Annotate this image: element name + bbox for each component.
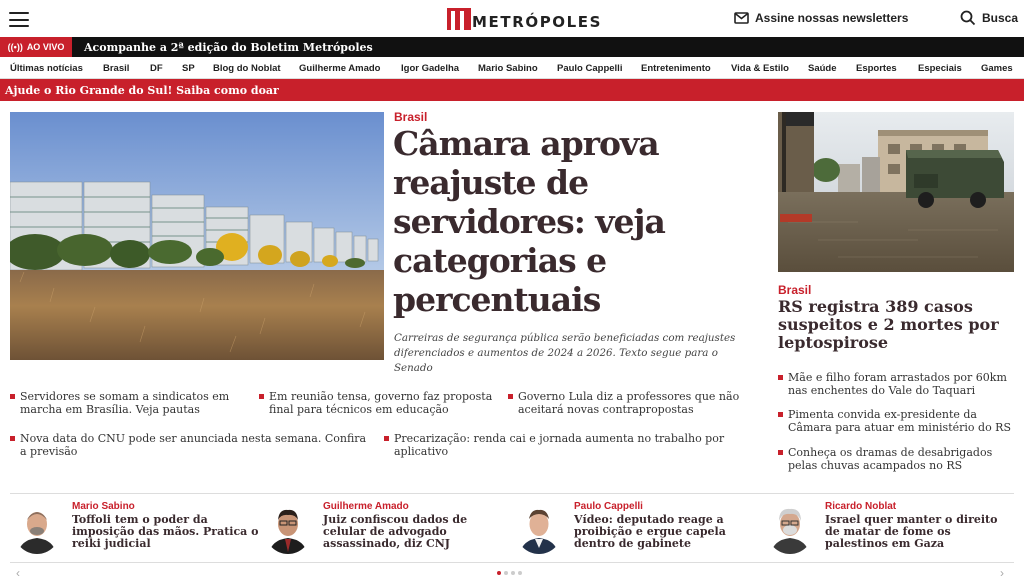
nav-item-especiais[interactable]: Especiais <box>918 63 962 74</box>
site-logo[interactable] <box>447 7 602 31</box>
nav-item-blog-do-noblat[interactable]: Blog do Noblat <box>213 63 281 74</box>
live-text[interactable]: Acompanhe a 2ª edição do Boletim Metrópoles <box>84 40 373 54</box>
newsletter-link[interactable] <box>734 11 908 25</box>
envelope-icon <box>734 12 749 24</box>
carousel-dot[interactable] <box>518 571 522 575</box>
live-bar[interactable] <box>0 37 1024 57</box>
carousel-dot[interactable] <box>497 571 501 575</box>
columnist-name: Guilherme Amado <box>323 501 409 512</box>
hero-related-link[interactable]: Nova data do CNU pode ser anunciada nesta semana. Confira a previsão <box>10 432 375 458</box>
search-button[interactable] <box>960 10 1018 26</box>
logo-mark-icon <box>447 8 471 30</box>
live-badge-label: AO VIVO <box>26 42 65 52</box>
nav-item-brasil[interactable]: Brasil <box>103 63 130 74</box>
carousel-next-icon[interactable]: › <box>1000 566 1004 576</box>
hero-image[interactable] <box>10 112 384 360</box>
alert-text[interactable]: Ajude o Rio Grande do Sul! Saiba como doar <box>5 83 279 97</box>
columnist-card[interactable] <box>763 494 1014 564</box>
carousel-dot[interactable] <box>504 571 508 575</box>
carousel-dot[interactable] <box>511 571 515 575</box>
nav-item-vida-estilo[interactable]: Vida & Estilo <box>731 63 789 74</box>
avatar <box>516 504 562 554</box>
nav-item-sp[interactable]: SP <box>182 63 195 74</box>
nav-item-ultimas-noticias[interactable]: Últimas notícias <box>10 63 83 74</box>
columnist-name: Ricardo Noblat <box>825 501 897 512</box>
hamburger-menu-icon[interactable] <box>9 12 29 27</box>
main-nav <box>0 57 1024 79</box>
side-story-headline[interactable]: RS registra 389 casos suspeitos e 2 mortes por leptospirose <box>778 297 999 352</box>
columnist-headline[interactable]: Israel quer manter o direito de matar de fome os palestinos em Gaza <box>825 513 998 550</box>
hero-related-link[interactable]: Em reunião tensa, governo faz proposta final para técnicos em educação <box>259 390 499 416</box>
hero-related-link[interactable]: Servidores se somam a sindicatos em marcha em Brasília. Veja pautas <box>10 390 245 416</box>
nav-item-igor-gadelha[interactable]: Igor Gadelha <box>401 63 460 74</box>
hero-related-link[interactable]: Precarização: renda cai e jornada aumenta no trabalho por aplicativo <box>384 432 744 458</box>
newsletter-label: Assine nossas newsletters <box>755 11 909 25</box>
carousel-pagination <box>497 571 525 575</box>
nav-item-paulo-cappelli[interactable]: Paulo Cappelli <box>557 63 623 74</box>
nav-item-entretenimento[interactable]: Entretenimento <box>641 63 711 74</box>
columnists-carousel <box>10 493 1014 563</box>
avatar <box>265 504 311 554</box>
columnist-headline[interactable]: Toffoli tem o poder da imposição das mãos. Pratica o reiki judicial <box>72 513 259 550</box>
side-related-link[interactable]: Conheça os dramas de desabrigados pelas chuvas acampados no RS <box>778 446 1018 472</box>
nav-item-guilherme-amado[interactable]: Guilherme Amado <box>299 63 381 74</box>
hero-subtitle: Carreiras de segurança pública serão beneficiadas com reajustes diferenciados e aumentos de 2024 a 2026. Texto segue para o Senado <box>394 332 736 374</box>
columnist-card[interactable] <box>261 494 511 564</box>
columnist-name: Paulo Cappelli <box>574 501 643 512</box>
avatar <box>14 504 60 554</box>
broadcast-icon: ((•)) <box>7 42 23 52</box>
side-story-category[interactable]: Brasil <box>778 283 812 297</box>
hero-headline[interactable]: Câmara aprova reajuste de servidores: veja categorias e percentuais <box>393 124 665 319</box>
nav-item-df[interactable]: DF <box>150 63 163 74</box>
columnist-headline[interactable]: Juiz confiscou dados de celular de advogado assassinado, diz CNJ <box>323 513 468 550</box>
nav-item-games[interactable]: Games <box>981 63 1013 74</box>
logo-text: METRÓPOLES <box>472 12 603 31</box>
search-icon <box>960 10 976 26</box>
nav-item-esportes[interactable]: Esportes <box>856 63 897 74</box>
avatar <box>767 504 813 554</box>
carousel-prev-icon[interactable]: ‹ <box>16 566 20 576</box>
columnist-name: Mario Sabino <box>72 501 135 512</box>
hero-category[interactable]: Brasil <box>394 110 428 124</box>
columnist-card[interactable] <box>10 494 260 564</box>
nav-item-mario-sabino[interactable]: Mario Sabino <box>478 63 538 74</box>
columnist-headline[interactable]: Vídeo: deputado reage a proibição e ergue capela dentro de gabinete <box>574 513 726 550</box>
live-badge <box>0 37 72 57</box>
columnist-card[interactable] <box>512 494 762 564</box>
side-related-link[interactable]: Pimenta convida ex-presidente da Câmara para atuar em ministério do RS <box>778 408 1018 434</box>
alert-bar[interactable] <box>0 79 1024 101</box>
search-label: Busca <box>982 11 1019 25</box>
nav-item-saude[interactable]: Saúde <box>808 63 837 74</box>
side-related-link[interactable]: Mãe e filho foram arrastados por 60km nas enchentes do Vale do Taquari <box>778 371 1018 397</box>
site-header <box>0 0 1024 37</box>
hero-related-link[interactable]: Governo Lula diz a professores que não aceitará novas contrapropostas <box>508 390 748 416</box>
side-story-image[interactable] <box>778 112 1014 272</box>
